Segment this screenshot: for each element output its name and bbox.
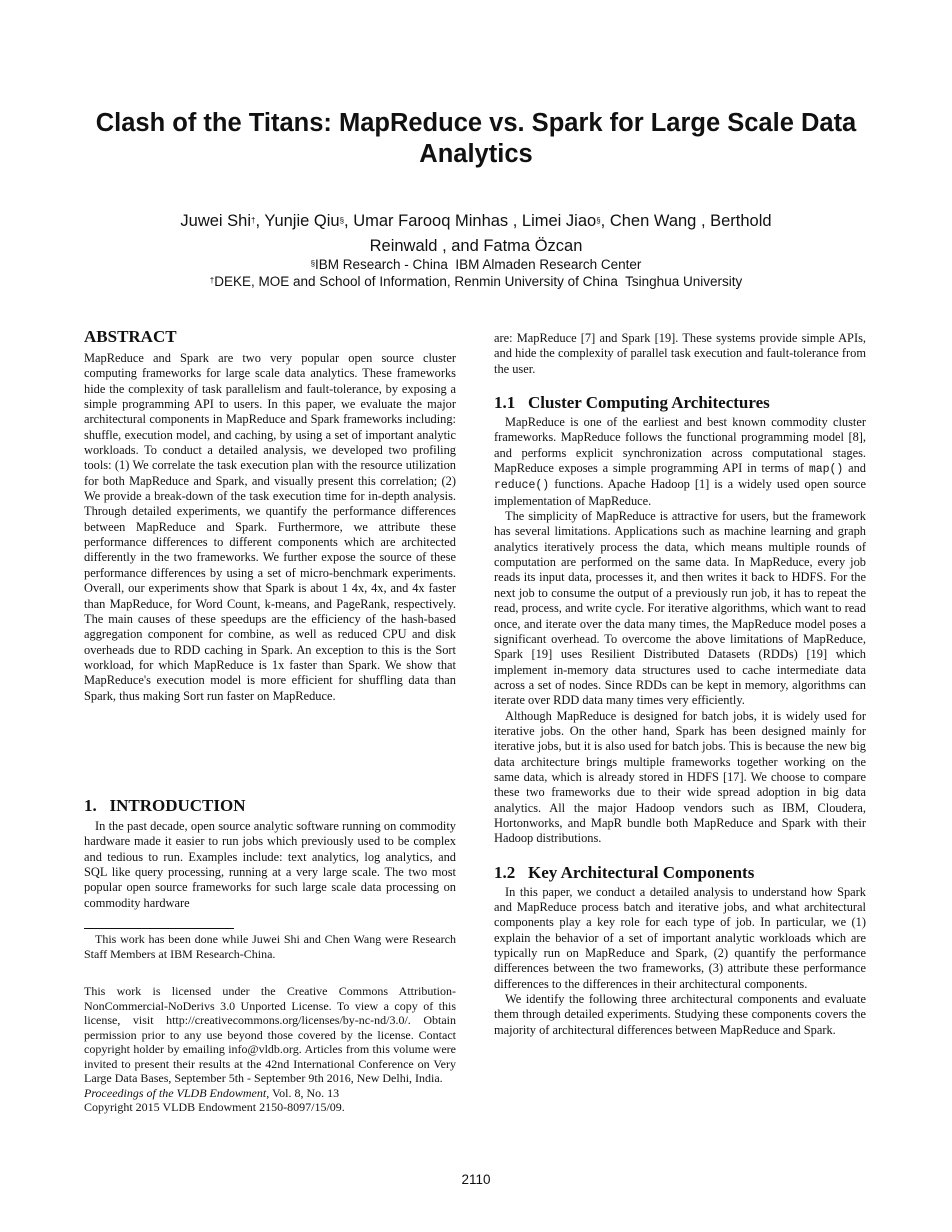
section-1-2-p1: In this paper, we conduct a detailed analysis to understand how Spark and MapReduce process batch and iterative jobs, and what architectural components play a key role for each type of job. In particular, we (1) explain the behavior of a set of important analytic workloads which are typically run on MapReduce and Spark, (2) quantify the performance differences between the two frameworks, (3) attribute these performance differences to the differences in their architectural components. bbox=[494, 884, 866, 991]
introduction-section bbox=[84, 796, 456, 911]
affiliation-1: §IBM Research - China IBM Almaden Research Center bbox=[310, 257, 642, 272]
abstract-heading: ABSTRACT bbox=[84, 327, 177, 346]
abstract-text: MapReduce and Spark are two very popular open source cluster computing frameworks for large scale data analytics. These frameworks hide the complexity of task parallelism and fault-tolerance, by exposing a simple programming API to users. In this paper, we evaluate the major architectural components in MapReduce and Spark frameworks including: shuffle, execution model, and caching, by using a set of important analytic workloads. To conduct a detailed analysis, we developed two profiling tools: (1) We correlate the task execution plan with the resource utilization for both MapReduce and Spark, and visually present this correlation; (2) We provide a break-down of the task execution time for in-depth analysis. Through detailed experiments, we quantify the performance differences between MapReduce and Spark. Furthermore, we attribute these performance differences to different components which are architected differently in the two frameworks. We further expose the source of these performance differences by using a set of micro-benchmark experiments. Overall, our experiments show that Spark is about 1 4x, 4x, and 4x faster than MapReduce, for Word Count, k-means, and PageRank, respectively. The main causes of these speedups are the efficiency of the hash-based aggregation component for combine, as well as reduced CPU and disk overheads due to RDD caching in Spark. An exception to this is the Sort workload, for which MapReduce is 1x faster than Spark. We show that MapReduce's execution model is more efficient for shuffling data than Spark, thus making Sort run faster on MapReduce. bbox=[84, 351, 456, 703]
author-line-1: Juwei Shi†, Yunjie Qiu§, Umar Farooq Minhas , Limei Jiao§, Chen Wang , Berthold bbox=[180, 212, 772, 230]
paper-title: Clash of the Titans: MapReduce vs. Spark for Large Scale Data Analytics bbox=[95, 109, 857, 168]
footnote-rule bbox=[84, 928, 234, 929]
affiliation-2: †DEKE, MOE and School of Information, Renmin University of China Tsinghua University bbox=[209, 274, 743, 289]
introduction-heading: 1. INTRODUCTION bbox=[84, 796, 246, 815]
abstract-section bbox=[84, 327, 456, 704]
footnote-work: This work has been done while Juwei Shi and Chen Wang were Research Staff Members at IBM Research-China. bbox=[84, 932, 456, 961]
section-1-1-p3: Although MapReduce is designed for batch jobs, it is widely used for iterative jobs. On the other hand, Spark has been designed mainly for iterative jobs, but it is also used for batch jobs. This is because the new big data architecture brings multiple frameworks together working on the same data, which is already stored in HDFS [17]. We choose to compare these two frameworks due to their wide spread adoption in big data analytics. All the major Hadoop vendors such as IBM, Cloudera, Hortonworks, and MapR bundle both MapReduce and Spark with their Hadoop distributions. bbox=[494, 708, 866, 846]
right-column bbox=[494, 331, 866, 1038]
author-list bbox=[60, 209, 892, 259]
section-1-1-p1: MapReduce is one of the earliest and best known commodity cluster frameworks. MapReduce follows the functional programming model [8], and performs explicit synchronization across computational stages. MapReduce exposes a simple programming API in terms of map() and reduce() functions. Apache Hadoop [1] is a widely used open source implementation of MapReduce. bbox=[494, 415, 866, 508]
section-1-2-p2: We identify the following three architectural components and evaluate them through detailed experiments. Studying these components covers the majority of architectural differences between MapReduce and Spark. bbox=[494, 992, 866, 1037]
footnote-license: This work is licensed under the Creative Commons Attribution-NonCommercial-NoDerivs 3.0 Unported License. To view a copy of this license, visit http://creativecommons.org/licenses/by-nc-nd/3.0/. Obtain permission prior to any use beyond those covered by the license. Contact copyright holder by emailing info@vldb.org. Articles from this volume were invited to present their results at the 42nd International Conference on Very Large Data Bases, September 5th - September 9th 2016, New Delhi, India. bbox=[84, 984, 456, 1085]
author-line-2: Reinwald , and Fatma Özcan bbox=[369, 237, 583, 255]
section-1-1-p2: The simplicity of MapReduce is attractive for users, but the framework has several limitations. Applications such as machine learning and graph analytics iteratively process the data, which means multiple rounds of computation are performed on the same data. In MapReduce, every job reads its input data, processes it, and then writes it back to HDFS. For the next job to consume the output of a previously run job, it has to repeat the read, process, and write cycle. For iterative algorithms, which want to read once, and iterate over the data many times, the MapReduce model poses a significant overhead. To overcome the above limitations of MapReduce, Spark [19] uses Resilient Distributed Datasets (RDDs) [19] which implement in-memory data structures used to cache intermediate data across a set of nodes. Since RDDs can be kept in memory, algorithms can iterate over RDD data many times very efficiently. bbox=[494, 509, 866, 708]
footnote-copyright: Copyright 2015 VLDB Endowment 2150-8097/15/09. bbox=[84, 1100, 345, 1114]
section-1-2-heading: 1.2 Key Architectural Components bbox=[494, 862, 755, 882]
introduction-text: In the past decade, open source analytic software running on commodity hardware made it easier to run jobs which previously used to be complex and tedious to run. Examples include: text analytics, log analytics, and SQL like query processing, running at a very large scale. The two most popular open source frameworks for such large scale data processing on commodity hardware bbox=[84, 819, 456, 910]
section-1-1-heading: 1.1 Cluster Computing Architectures bbox=[494, 393, 770, 413]
page-number: 2110 bbox=[461, 1172, 491, 1187]
footnote-proceedings: Proceedings of the VLDB Endowment, Vol. 8, No. 13 bbox=[84, 1085, 340, 1100]
introduction-continued: are: MapReduce [7] and Spark [19]. These systems provide simple APIs, and hide the complexity of parallel task execution and fault-tolerance from the user. bbox=[494, 331, 866, 376]
footnotes bbox=[84, 932, 456, 1115]
